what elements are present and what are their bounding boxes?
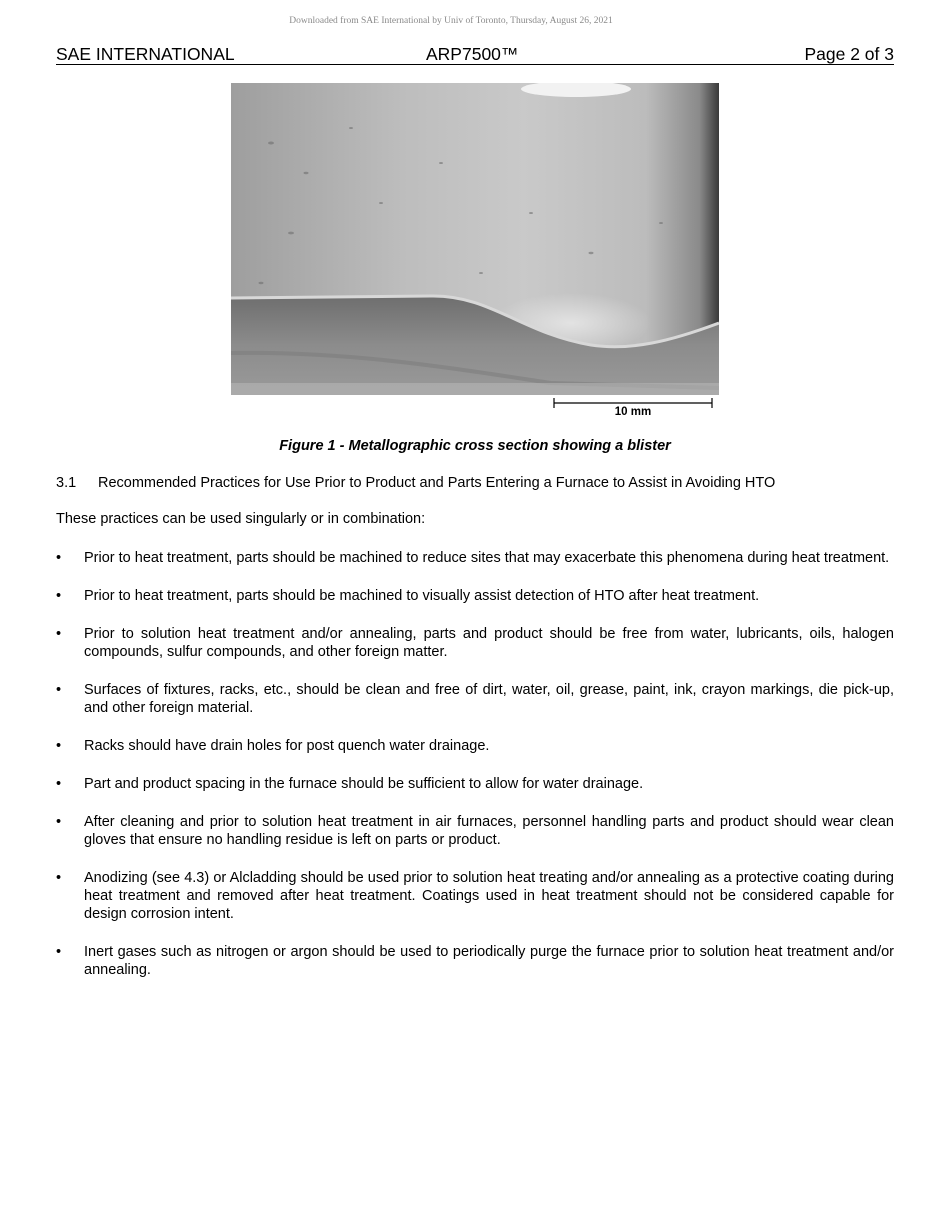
metallographic-photo — [231, 83, 719, 395]
bullet-icon: • — [56, 626, 62, 642]
scale-bar-label: 10 mm — [614, 406, 652, 418]
list-item: • Anodizing (see 4.3) or Alcladding should be used prior to solution heat treating and/or annealing as a protective coating during heat treatment and removed after heat treatment. Coatings used in heat treatment should not be considered capable for design corrosion intent. — [56, 870, 894, 922]
bullet-icon: • — [56, 738, 62, 754]
section-heading — [56, 475, 896, 491]
header-page-number: Page 2 of 3 — [804, 44, 894, 64]
scale-bar — [550, 395, 720, 421]
bullet-icon: • — [56, 814, 62, 830]
download-watermark: Downloaded from SAE International by Univ of Toronto, Thursday, August 26, 2021 — [289, 16, 613, 26]
bullet-icon: • — [56, 776, 62, 792]
page-header — [56, 44, 894, 65]
figure-caption: Figure 1 - Metallographic cross section showing a blister — [279, 438, 671, 454]
section-number: 3.1 — [56, 475, 77, 491]
practices-list — [56, 549, 894, 979]
list-item: • Surfaces of fixtures, racks, etc., should be clean and free of dirt, water, oil, grease, paint, ink, crayon markings, die pick-up, and other foreign material. — [56, 682, 894, 716]
bullet-icon: • — [56, 944, 62, 960]
list-item: • Racks should have drain holes for post quench water drainage. — [56, 738, 490, 754]
list-item: • After cleaning and prior to solution heat treatment in air furnaces, personnel handling parts and product should wear clean gloves that ensure no handling residue is left on parts or product. — [56, 814, 894, 848]
bullet-icon: • — [56, 588, 62, 604]
header-document-id: ARP7500™ — [426, 44, 519, 64]
list-item: • Part and product spacing in the furnace should be sufficient to allow for water drainage. — [56, 776, 644, 792]
bullet-icon: • — [56, 870, 62, 886]
intro-paragraph: These practices can be used singularly or in combination: — [56, 511, 426, 527]
list-item: • Prior to heat treatment, parts should be machined to visually assist detection of HTO after heat treatment. — [56, 588, 760, 604]
header-organization: SAE INTERNATIONAL — [56, 44, 235, 64]
section-title: Recommended Practices for Use Prior to Product and Parts Entering a Furnace to Assist in Avoiding HTO — [98, 475, 776, 491]
bullet-icon: • — [56, 682, 62, 698]
bullet-icon: • — [56, 550, 62, 566]
list-item: • Prior to solution heat treatment and/or annealing, parts and product should be free from water, lubricants, oils, halogen compounds, sulfur compounds, and other foreign matter. — [56, 626, 894, 660]
list-item: • Prior to heat treatment, parts should be machined to reduce sites that may exacerbate this phenomena during heat treatment. — [56, 550, 890, 566]
list-item: • Inert gases such as nitrogen or argon should be used to periodically purge the furnace prior to solution heat treatment and/or annealing. — [56, 944, 894, 978]
